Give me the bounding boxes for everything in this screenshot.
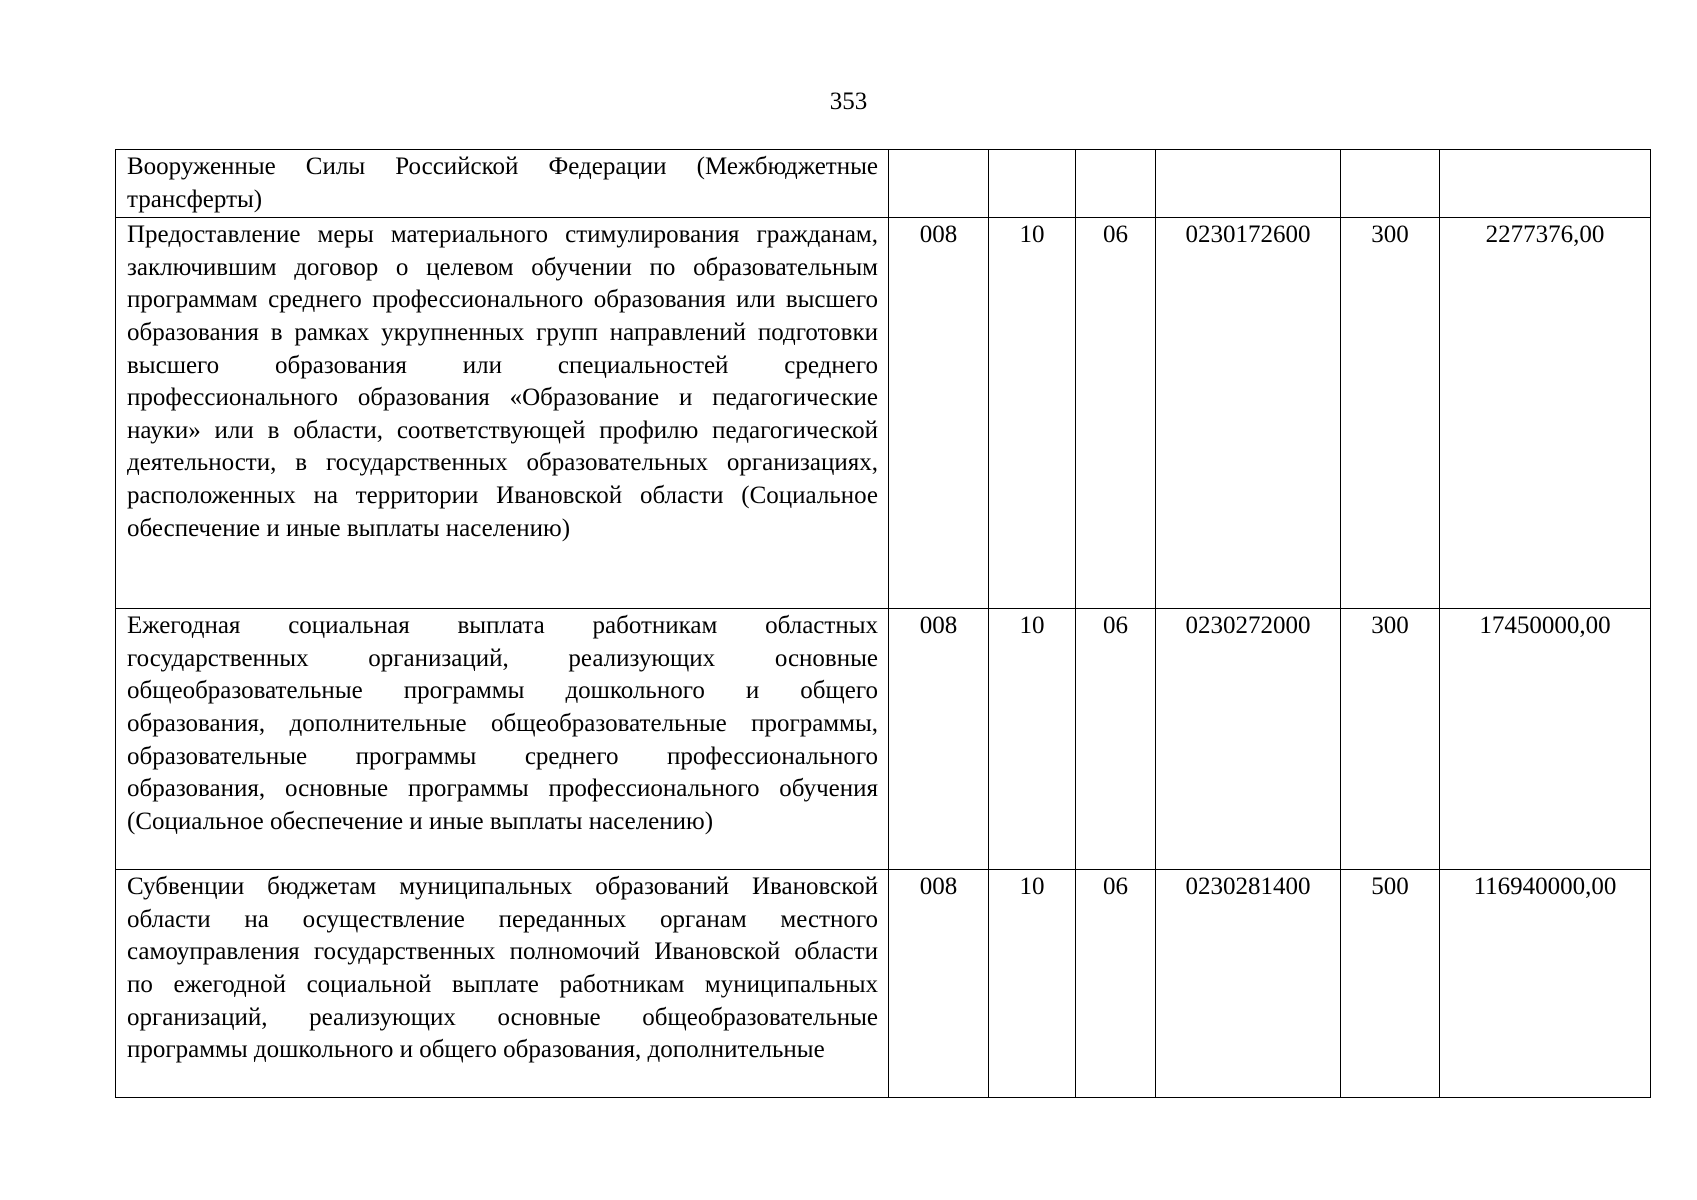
row-expense-type bbox=[1341, 150, 1440, 218]
row-subsection-code: 06 bbox=[1076, 870, 1156, 1098]
row-expense-type: 500 bbox=[1341, 870, 1440, 1098]
table-row bbox=[116, 218, 1651, 609]
row-ministry-code: 008 bbox=[889, 218, 989, 609]
table-row bbox=[116, 609, 1651, 870]
row-description: Предоставление меры материального стимулирования гражданам, заключившим договор о целевом обучении по образовательным программам среднего профессионального образования или высшего образования в рамках укрупненных групп направлений подготовки высшего образования или специальностей среднего профессионального образования «Образование и педагогические науки» или в области, соответствующей профилю педагогической деятельности, в государственных образовательных организациях, расположенных на территории Ивановской области (Социальное обеспечение и иные выплаты населению) bbox=[116, 218, 889, 609]
row-section-code: 10 bbox=[989, 218, 1076, 609]
row-expense-type: 300 bbox=[1341, 218, 1440, 609]
row-amount: 17450000,00 bbox=[1440, 609, 1651, 870]
row-section-code: 10 bbox=[989, 870, 1076, 1098]
row-subsection-code: 06 bbox=[1076, 609, 1156, 870]
row-amount: 2277376,00 bbox=[1440, 218, 1651, 609]
table-row bbox=[116, 870, 1651, 1098]
row-ministry-code bbox=[889, 150, 989, 218]
row-target-article bbox=[1156, 150, 1341, 218]
page-number: 353 bbox=[829, 88, 868, 115]
row-expense-type: 300 bbox=[1341, 609, 1440, 870]
row-amount: 116940000,00 bbox=[1440, 870, 1651, 1098]
row-target-article: 0230272000 bbox=[1156, 609, 1341, 870]
row-description: Субвенции бюджетам муниципальных образований Ивановской области на осуществление переданных органам местного самоуправления государственных полномочий Ивановской области по ежегодной социальной выплате работникам муниципальных организаций, реализующих основные общеобразовательные программы дошкольного и общего образования, дополнительные bbox=[116, 870, 889, 1098]
row-section-code: 10 bbox=[989, 609, 1076, 870]
row-description: Ежегодная социальная выплата работникам областных государственных организаций, реализующих основные общеобразовательные программы дошкольного и общего образования, дополнительные общеобразовательные программы, образовательные программы среднего профессионального образования, основные программы профессионального обучения (Социальное обеспечение и иные выплаты населению) bbox=[116, 609, 889, 870]
row-target-article: 0230281400 bbox=[1156, 870, 1341, 1098]
row-amount bbox=[1440, 150, 1651, 218]
row-ministry-code: 008 bbox=[889, 870, 989, 1098]
row-ministry-code: 008 bbox=[889, 609, 989, 870]
row-section-code bbox=[989, 150, 1076, 218]
row-subsection-code bbox=[1076, 150, 1156, 218]
row-description: Вооруженные Силы Российской Федерации (Межбюджетные трансферты) bbox=[116, 150, 889, 218]
row-target-article: 0230172600 bbox=[1156, 218, 1341, 609]
table-row bbox=[116, 150, 1651, 218]
row-subsection-code: 06 bbox=[1076, 218, 1156, 609]
budget-table bbox=[115, 149, 1651, 1098]
